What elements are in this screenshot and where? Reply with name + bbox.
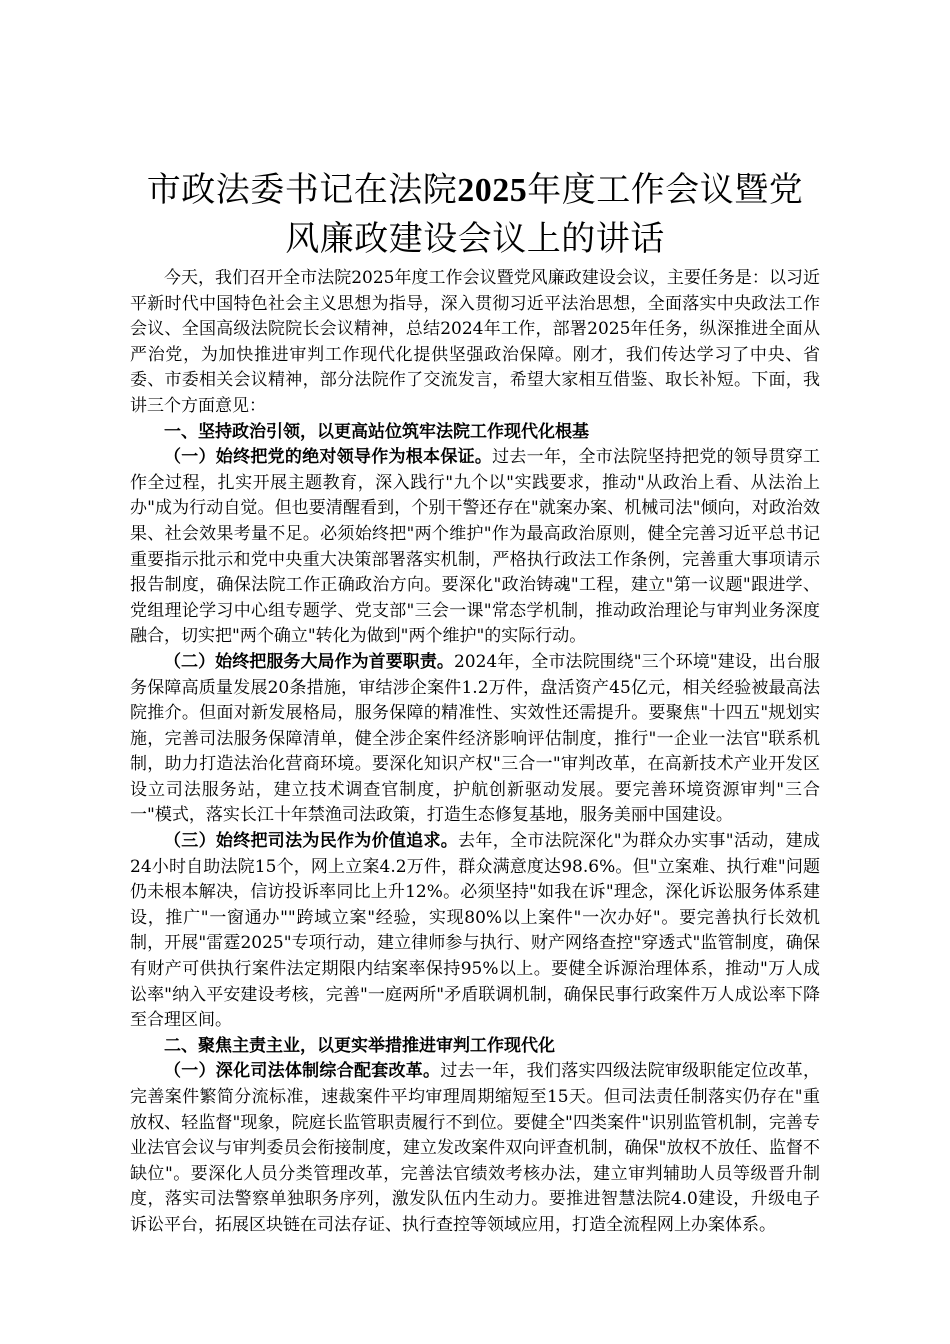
section-2-paragraph-1-lead: （一）深化司法体制综合配套改革。 [164,1061,441,1082]
section-1-paragraph-1-lead: （一）始终把党的绝对领导作为根本保证。 [164,447,493,468]
section-1-paragraph-2 [130,650,820,829]
section-1-paragraph-3 [130,829,820,1034]
document-body [130,266,820,1239]
title-line-2: 风廉政建设会议上的讲话 [285,219,665,259]
section-1-heading: 一、坚持政治引领，以更高站位筑牢法院工作现代化根基 [164,421,589,442]
title-line-1-post: 年度工作会议暨党 [527,170,804,210]
title-year: 2025 [457,172,528,209]
section-1-paragraph-1-text: 过去一年，全市法院坚持把党的领导贯穿工作全过程，扎实开展主题教育，深入践行"九个以"实践要求，推动"从政治上看、从法治上办"成为行动自觉。但也要清醒看到，个别干警还存在"就案办案、机械司法"倾向，对政治效果、社会效果考量不足。必须始终把"两个维护"作为最高政治原则，健全完善习近平总书记重要指示批示和党中央重大决策部署落实机制，严格执行政法工作条例，完善重大事项请示报告制度，确保法院工作正确政治方向。要深化"政治铸魂"工程，建立"第一议题"跟进学、党组理论学习中心组专题学、党支部"三会一课"常态学机制，推动政治理论与审判业务深度融合，切实把"两个确立"转化为做到"两个维护"的实际行动。 [130,447,821,647]
section-2-heading: 二、聚焦主责主业，以更实举措推进审判工作现代化 [164,1035,555,1056]
title-line-1 [130,166,820,215]
section-2-paragraph-1-text: 过去一年，我们落实四级法院审级职能定位改革，完善案件繁简分流标准，速裁案件平均审理周期缩短至15天。但司法责任制落实仍存在"重放权、轻监督"现象，院庭长监管职责履行不到位。要健全"四类案件"识别监管机制，完善专业法官会议与审判委员会衔接制度，建立发改案件双向评查机制，确保"放权不放任、监督不缺位"。要深化人员分类管理改革，完善法官绩效考核办法，建立审判辅助人员等级晋升制度，落实司法警察单独职务序列，激发队伍内生动力。要推进智慧法院4.0建设，升级电子诉讼平台，拓展区块链在司法存证、执行查控等领域应用，打造全流程网上办案体系。 [130,1061,821,1235]
section-2-paragraph-1 [130,1059,820,1238]
section-1-paragraph-3-lead: （三）始终把司法为民作为价值追求。 [164,831,459,852]
section-1-paragraph-3-text: 去年，全市法院深化"为群众办实事"活动，建成24小时自助法院15个，网上立案4.2万件，群众满意度达98.6%。但"立案难、执行难"问题仍未根本解决，信访投诉率同比上升12%。必须坚持"如我在诉"理念，深化诉讼服务体系建设，推广"一窗通办""跨域立案"经验，实现80%以上案件"一次办好"。要完善执行长效机制，开展"雷霆2025"专项行动，建立律师参与执行、财产网络查控"穿透式"监管制度，确保有财产可供执行案件法定期限内结案率保持95%以上。要健全诉源治理体系，推动"万人成讼率"纳入平安建设考核，完善"一庭两所"矛盾联调机制，确保民事行政案件万人成讼率下降至合理区间。 [130,831,821,1031]
section-1-paragraph-2-text: 2024年，全市法院围绕"三个环境"建设，出台服务保障高质量发展20条措施，审结涉企案件1.2万件，盘活资产45亿元，相关经验被最高法院推介。但面对新发展格局，服务保障的精准性、实效性还需提升。要聚焦"十四五"规划实施，完善司法服务保障清单，健全涉企案件经济影响评估制度，推行"一企业一法官"联系机制，助力打造法治化营商环境。要深化知识产权"三合一"审判改革，在高新技术产业开发区设立司法服务站，建立技术调查官制度，护航创新驱动发展。要完善环境资源审判"三合一"模式，落实长江十年禁渔司法政策，打造生态修复基地，服务美丽中国建设。 [130,651,821,826]
intro-paragraph: 今天，我们召开全市法院2025年度工作会议暨党风廉政建设会议，主要任务是：以习近平新时代中国特色社会主义思想为指导，深入贯彻习近平法治思想，全面落实中央政法工作会议、全国高级法院院长会议精神，总结2024年工作，部署2025年任务，纵深推进全面从严治党，为加快推进审判工作现代化提供坚强政治保障。刚才，我们传达学习了中央、省委、市委相关会议精神，部分法院作了交流发言，希望大家相互借鉴、取长补短。下面，我讲三个方面意见： [130,268,820,416]
title-line-1-pre: 市政法委书记在法院 [146,170,458,210]
document-title [130,166,820,264]
section-1-paragraph-2-lead: （二）始终把服务大局作为首要职责。 [164,651,454,672]
section-1-paragraph-1 [130,445,820,650]
